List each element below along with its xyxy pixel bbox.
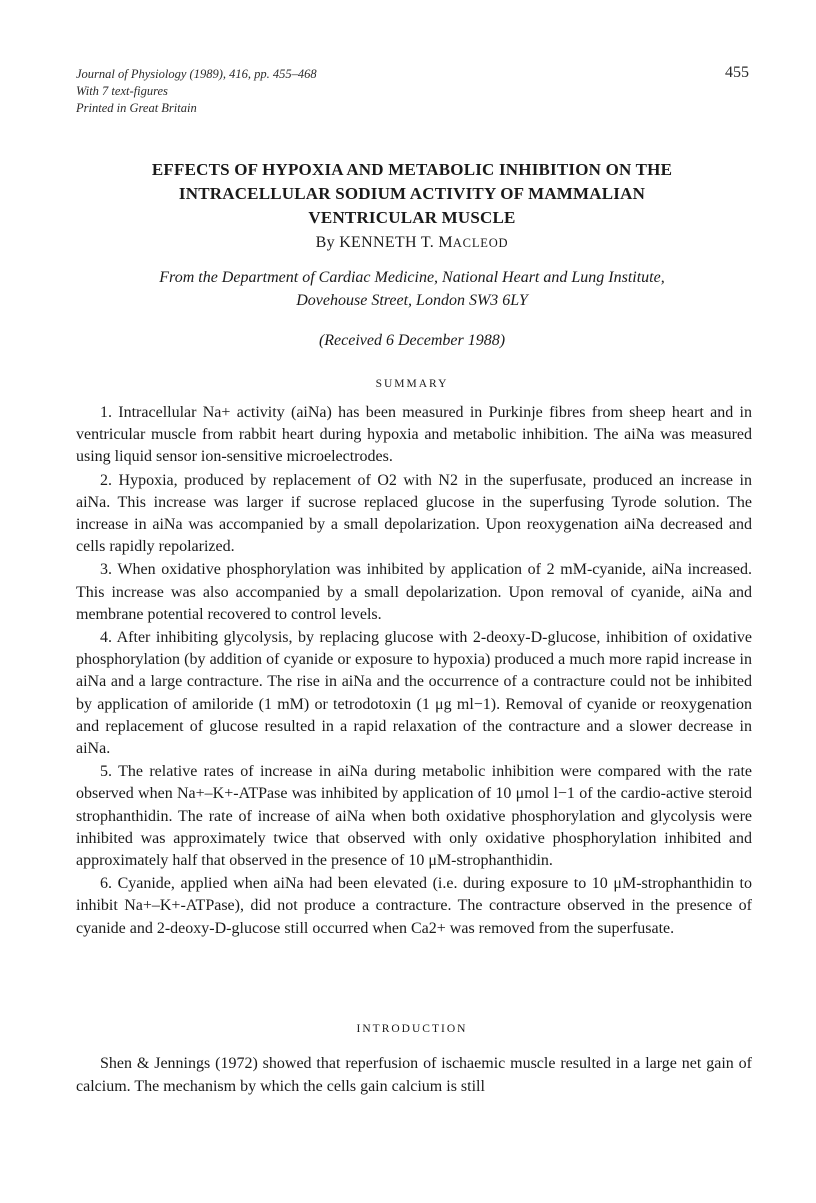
printed-location: Printed in Great Britain <box>76 101 197 115</box>
title-line: VENTRICULAR MUSCLE <box>308 208 516 227</box>
introduction-paragraph: Shen & Jennings (1972) showed that reperfusion of ischaemic muscle resulted in a large net gain of calcium. The mechanism by which the cells gain calcium is still <box>76 1055 752 1095</box>
author-name: By KENNETH T. M <box>315 234 453 251</box>
summary-paragraph: 5. The relative rates of increase in aiNa during metabolic inhibition were compared with the rate observed when Na+–K+-ATPase was inhibited by application of 10 μmol l−1 of the cardio-active steroid strophanthidin. The rate of increase of aiNa when both oxidative phosphorylation and glycolysis were inhibited was approximately twice that observed with only oxidative phosphorylation inhibited and approximately half that observed in the presence of 10 μM-strophanthidin. <box>76 763 752 870</box>
introduction-heading: INTRODUCTION <box>356 1023 468 1035</box>
summary-paragraph: 3. When oxidative phosphorylation was inhibited by application of 2 mM-cyanide, aiNa increased. This increase was also accompanied by a small depolarization. Upon removal of cyanide, aiNa and membrane potential recovered to control levels. <box>76 561 752 623</box>
title-line: INTRACELLULAR SODIUM ACTIVITY OF MAMMALIAN <box>178 184 646 203</box>
author-affiliation <box>76 266 748 312</box>
summary-paragraph: 1. Intracellular Na+ activity (aiNa) has been measured in Purkinje fibres from sheep heart and in ventricular muscle from rabbit heart during hypoxia and metabolic inhibition. The aiNa was measured using liquid sensor ion-sensitive microelectrodes. <box>76 404 752 466</box>
summary-section <box>76 402 752 940</box>
author-surname-smallcaps: ACLEOD <box>452 236 509 250</box>
summary-paragraph: 2. Hypoxia, produced by replacement of O2 with N2 in the superfusate, produced an increase in aiNa. This increase was larger if sucrose replaced glucose in the superfusing Tyrode solution. The increase in aiNa was accompanied by a small depolarization. Upon reoxygenation aiNa decreased and cells rapidly repolarized. <box>76 471 752 556</box>
affiliation-line: From the Department of Cardiac Medicine, National Heart and Lung Institute, <box>159 269 665 286</box>
received-date: (Received 6 December 1988) <box>318 332 506 349</box>
article-title <box>76 158 748 230</box>
summary-paragraph: 4. After inhibiting glycolysis, by replacing glucose with 2-deoxy-D-glucose, inhibition of oxidative phosphorylation (by addition of cyanide or exposure to hypoxia) produced a much more rapid increase in aiNa and a large contracture. The rise in aiNa and the occurrence of a contracture could not be inhibited by application of amiloride (1 mM) or tetrodotoxin (1 μg ml−1). Removal of cyanide or reoxygenation and replacement of glucose resulted in a rapid relaxation of the contracture and a slower decrease in aiNa. <box>76 629 752 758</box>
affiliation-line: Dovehouse Street, London SW3 6LY <box>296 292 528 309</box>
journal-meta <box>76 66 317 117</box>
author-byline <box>76 234 748 252</box>
summary-heading: SUMMARY <box>375 378 449 390</box>
introduction-section <box>76 1053 752 1098</box>
page-number: 455 <box>725 64 749 81</box>
figure-count: With 7 text-figures <box>76 84 168 98</box>
journal-citation: Journal of Physiology (1989), 416, pp. 455–468 <box>76 67 317 81</box>
title-line: EFFECTS OF HYPOXIA AND METABOLIC INHIBITION ON THE <box>151 160 673 179</box>
summary-paragraph: 6. Cyanide, applied when aiNa had been elevated (i.e. during exposure to 10 μM-strophanthidin to inhibit Na+–K+-ATPase), did not produce a contracture. The contracture observed in the presence of cyanide and 2-deoxy-D-glucose still occurred when Ca2+ was removed from the superfusate. <box>76 875 752 937</box>
